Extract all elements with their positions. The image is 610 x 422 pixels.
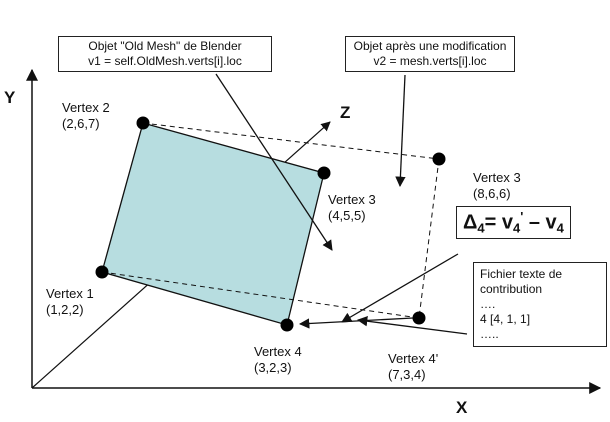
arrow-modified [400,75,405,186]
vertex-4-modified-label: Vertex 4' (7,3,4) [388,351,439,382]
arrow-delta [342,254,458,322]
old-mesh-box: Objet "Old Mesh" de Blender v1 = self.OldMesh.verts[i].loc [58,36,272,72]
vertex-2-dot [137,117,150,130]
contribution-file-box: Fichier texte de contribution …. 4 [4, 1, 1] ….. [473,262,607,347]
arrow-contribution [358,320,467,334]
vertex-4-dot [281,319,294,332]
z-axis-label: Z [340,103,351,122]
x-axis-label: X [456,398,468,417]
vertex-4-label: Vertex 4 (3,2,3) [254,344,302,375]
vertex-3-modified-dot [433,153,446,166]
dashed-edge-right [419,159,439,318]
original-face [102,123,324,325]
delta-formula: $\Delta_4= v_4' - v_4$ [456,206,571,239]
vertex-4-modified-dot [413,312,426,325]
vertex-3-modified-label: Vertex 3 (8,6,6) [473,170,521,201]
y-axis-label: Y [4,88,16,107]
arrow-displacement [300,318,413,324]
vertex-2-label: Vertex 2 (2,6,7) [62,100,110,131]
vertex-3-dot [318,167,331,180]
vertex-3-label: Vertex 3 (4,5,5) [328,192,376,223]
vertex-1-label: Vertex 1 (1,2,2) [46,286,94,317]
vertex-1-dot [96,266,109,279]
modified-object-box: Objet après une modification v2 = mesh.verts[i].loc [345,36,515,72]
